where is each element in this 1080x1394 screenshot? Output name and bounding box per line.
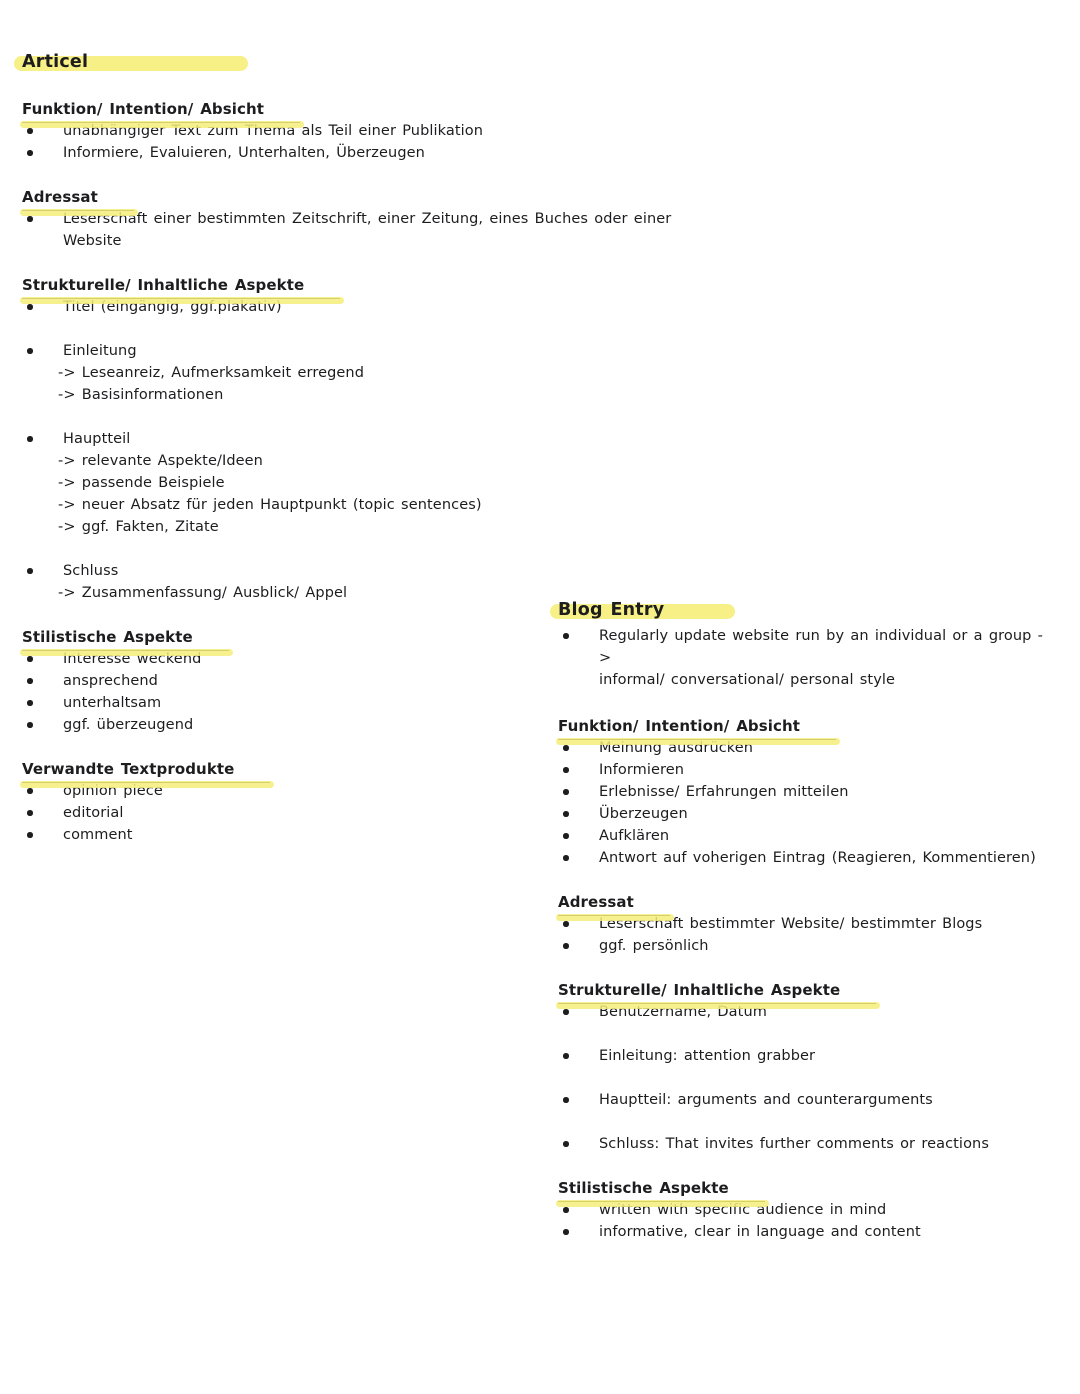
intro-line: Regularly update website run by an individual or a group -> <box>599 628 1044 666</box>
bullet-icon <box>558 825 599 847</box>
list-item-text: Leserschaft bestimmter Website/ bestimmter Blogs <box>599 916 983 932</box>
list-item <box>558 1221 1048 1243</box>
arrow-note: -> relevante Aspekte/Ideen <box>58 453 263 469</box>
bullet-icon <box>22 824 63 846</box>
bullet-icon <box>558 1199 599 1221</box>
list-item <box>558 803 1048 825</box>
heading-row <box>558 1177 1048 1199</box>
arrow-note: -> Basisinformationen <box>58 387 224 403</box>
section-blog-funktion <box>558 715 1048 869</box>
arrow-note: -> neuer Absatz für jeden Hauptpunkt (topic sentences) <box>58 497 482 513</box>
list-item <box>558 1045 1048 1067</box>
list-item <box>558 781 1048 803</box>
list-item-text: Leserschaft einer bestimmten Zeitschrift, einer Zeitung, eines Buches oder einer Website <box>63 211 672 249</box>
bullet-icon <box>558 1133 599 1155</box>
bullet-icon <box>558 1045 599 1067</box>
section-blog-stil <box>558 1177 1048 1243</box>
list-item-text: unabhängiger Text zum Thema als Teil einer Publikation <box>63 123 484 139</box>
bullet-icon <box>558 781 599 803</box>
bullet-icon <box>558 913 599 935</box>
bullet-icon <box>558 935 599 957</box>
bullet-icon <box>22 802 63 824</box>
bullet-icon <box>22 670 63 692</box>
article-title: Articel <box>22 52 89 72</box>
list-item-text: written with specific audience in mind <box>599 1202 887 1218</box>
section-heading: Funktion/ Intention/ Absicht <box>22 98 300 123</box>
bullet-icon <box>22 780 63 802</box>
section-article-funktion <box>22 98 722 164</box>
list-item-text: Hauptteil <box>63 431 131 447</box>
list-item-text <box>599 625 1048 691</box>
bullet-icon <box>558 803 599 825</box>
list-item-text: Informiere, Evaluieren, Unterhalten, Überzeugen <box>63 145 425 161</box>
list-item <box>558 1133 1048 1155</box>
heading-row <box>558 715 1048 737</box>
list-item-text: Benutzername, Datum <box>599 1004 767 1020</box>
intro-line: informal/ conversational/ personal style <box>599 672 896 688</box>
bullet-icon <box>558 1089 599 1111</box>
list-item <box>558 847 1048 869</box>
section-heading: Verwandte Textprodukte <box>22 758 270 783</box>
section-blog-adressat <box>558 891 1048 957</box>
list-item-text: Hauptteil: arguments and counterarguments <box>599 1092 933 1108</box>
bullet-icon <box>22 428 63 450</box>
blog-entry-title: Blog Entry <box>558 600 665 620</box>
heading-row <box>558 979 1048 1001</box>
bullet-icon <box>558 847 599 869</box>
bullet-icon <box>558 759 599 781</box>
section-heading: Funktion/ Intention/ Absicht <box>558 715 836 740</box>
list-item <box>558 1089 1048 1111</box>
list-item-text: ggf. persönlich <box>599 938 709 954</box>
list-item-text: Einleitung <box>63 343 137 359</box>
heading-row <box>22 274 722 296</box>
arrow-note: -> ggf. Fakten, Zitate <box>58 519 219 535</box>
section-heading: Stilistische Aspekte <box>558 1177 765 1202</box>
arrow-note: -> Leseanreiz, Aufmerksamkeit erregend <box>58 365 365 381</box>
bullet-icon <box>22 560 63 582</box>
bullet-icon <box>558 737 599 759</box>
list-item-text: editorial <box>63 805 124 821</box>
list-item-text: informative, clear in language and content <box>599 1224 921 1240</box>
list-item-text: Schluss <box>63 563 119 579</box>
section-heading: Strukturelle/ Inhaltliche Aspekte <box>558 979 876 1004</box>
list-item <box>558 625 1048 691</box>
list-item-text: Schluss: That invites further comments or reactions <box>599 1136 989 1152</box>
list-item-text: Erlebnisse/ Erfahrungen mitteilen <box>599 784 849 800</box>
bullet-icon <box>22 340 63 362</box>
bullet-icon <box>22 296 63 318</box>
bullet-icon <box>22 142 63 164</box>
arrow-note: -> passende Beispiele <box>58 475 225 491</box>
section-heading: Stilistische Aspekte <box>22 626 229 651</box>
bullet-icon <box>558 625 599 691</box>
list-item <box>22 142 722 164</box>
heading-row <box>22 98 722 120</box>
list-item-text: Aufklären <box>599 828 670 844</box>
list-item <box>22 340 722 362</box>
list-item <box>22 560 722 582</box>
section-heading: Adressat <box>22 186 134 211</box>
list-item <box>558 759 1048 781</box>
list-item-text: Antwort auf voherigen Eintrag (Reagieren, Kommentieren) <box>599 850 1036 866</box>
bullet-icon <box>22 714 63 736</box>
section-heading: Adressat <box>558 891 670 916</box>
list-item-text: Meinung ausdrücken <box>599 740 754 756</box>
list-item-text: Einleitung: attention grabber <box>599 1048 816 1064</box>
section-blog-struktur <box>558 979 1048 1155</box>
list-item-text: Interesse weckend <box>63 651 202 667</box>
list-item-text: Überzeugen <box>599 806 688 822</box>
bullet-icon <box>558 1001 599 1023</box>
list-item <box>558 825 1048 847</box>
list-item-text: unterhaltsam <box>63 695 162 711</box>
list-item-text: comment <box>63 827 133 843</box>
bullet-icon <box>22 120 63 142</box>
section-article-adressat <box>22 186 722 252</box>
list-item-text: ggf. überzeugend <box>63 717 194 733</box>
heading-row <box>22 186 722 208</box>
list-item-text: Informieren <box>599 762 685 778</box>
list-item-text: ansprechend <box>63 673 158 689</box>
arrow-note: -> Zusammenfassung/ Ausblick/ Appel <box>58 585 348 601</box>
list-item <box>22 428 722 450</box>
list-item <box>558 935 1048 957</box>
heading-row <box>558 891 1048 913</box>
section-heading: Strukturelle/ Inhaltliche Aspekte <box>22 274 340 299</box>
list-item-text: Titel (eingängig, ggf.plakativ) <box>63 299 282 315</box>
blog-entry-column <box>558 598 1048 1243</box>
list-item-text: opinion piece <box>63 783 163 799</box>
bullet-icon <box>22 208 63 252</box>
bullet-icon <box>558 1221 599 1243</box>
bullet-icon <box>22 692 63 714</box>
section-article-struktur <box>22 274 722 604</box>
bullet-icon <box>22 648 63 670</box>
